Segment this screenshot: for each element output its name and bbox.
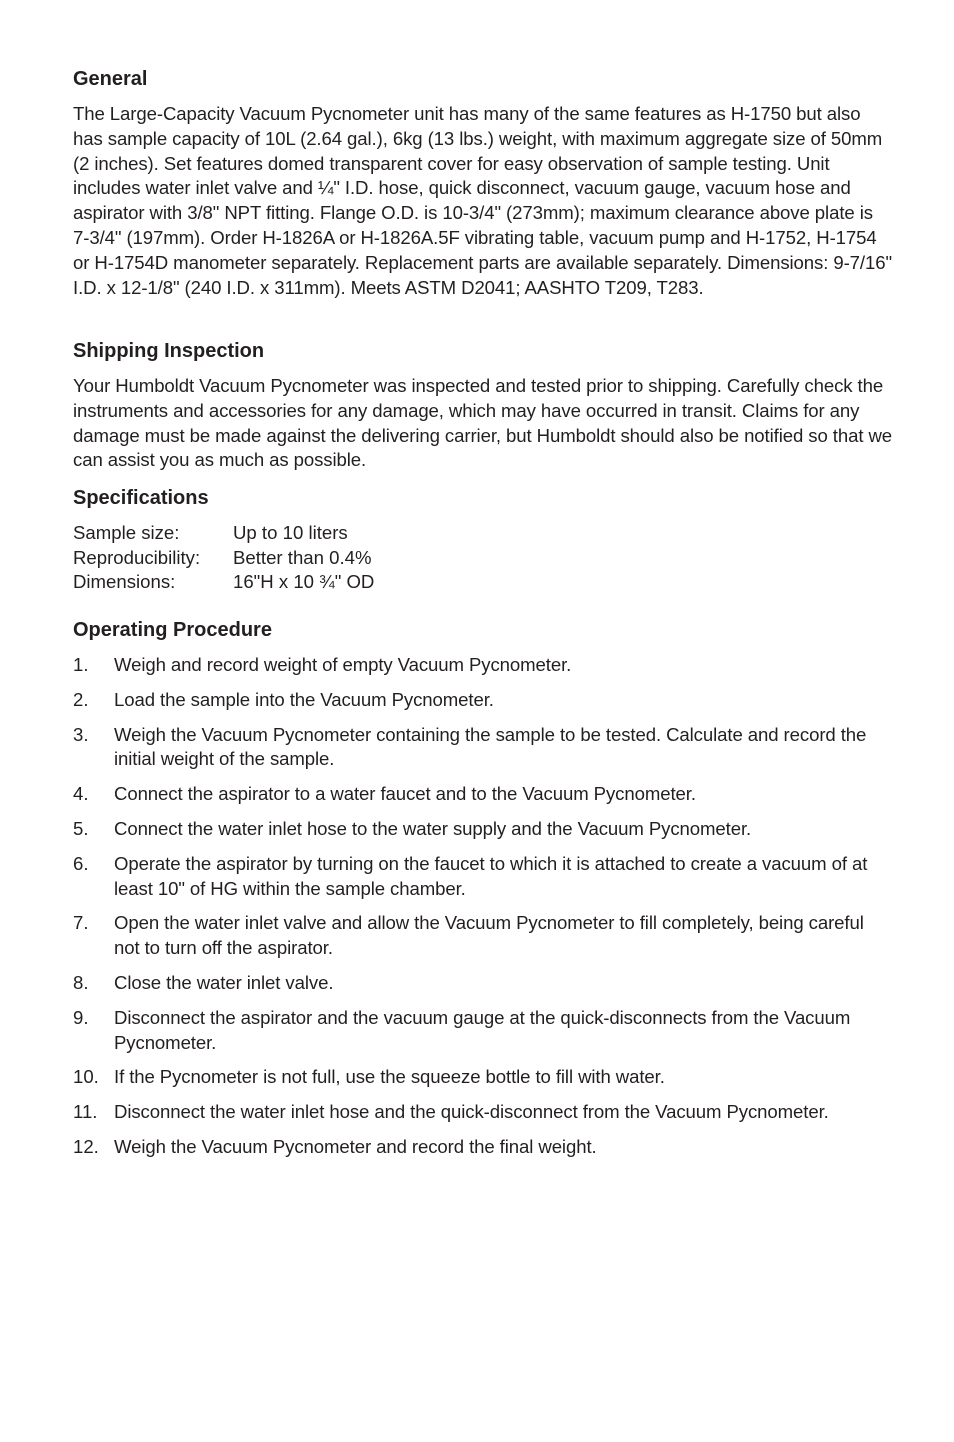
step-text: Weigh the Vacuum Pycnometer and record the final weight. — [114, 1135, 597, 1157]
step-text: Close the water inlet valve. — [114, 971, 334, 993]
spec-row — [73, 546, 374, 571]
procedure-step — [73, 817, 893, 842]
procedure-step — [73, 971, 893, 996]
operating-procedure-heading: Operating Procedure — [73, 619, 272, 641]
shipping-inspection-section — [73, 338, 893, 475]
procedure-step — [73, 782, 893, 807]
procedure-step — [73, 723, 893, 773]
spec-label: Reproducibility: — [73, 546, 201, 568]
step-text: If the Pycnometer is not full, use the squeeze bottle to fill with water. — [114, 1066, 665, 1088]
step-number: 5. — [73, 817, 89, 839]
step-number: 10. — [73, 1066, 99, 1088]
general-heading: General — [73, 68, 148, 90]
procedure-step — [73, 852, 893, 902]
general-section — [73, 66, 893, 328]
procedure-step — [73, 1006, 893, 1056]
procedure-step — [73, 1135, 893, 1160]
step-number: 1. — [73, 654, 89, 675]
step-text: Operate the aspirator by turning on the faucet to which it is attached to create a vacuum of at least 10" of HG within the sample chamber. — [114, 852, 868, 899]
step-number: 6. — [73, 852, 89, 874]
procedure-step — [73, 911, 893, 961]
specifications-section — [73, 485, 893, 607]
step-number: 7. — [73, 912, 89, 934]
document-page — [73, 66, 893, 1170]
procedure-step — [73, 1065, 893, 1090]
spec-row — [73, 570, 374, 595]
specifications-heading: Specifications — [73, 487, 209, 509]
step-text: Disconnect the aspirator and the vacuum gauge at the quick-disconnects from the Vacuum Pycnometer. — [114, 1006, 851, 1053]
procedure-step — [73, 688, 893, 713]
spec-value: Up to 10 liters — [233, 522, 348, 543]
step-number: 3. — [73, 723, 89, 745]
step-number: 12. — [73, 1135, 99, 1157]
step-text: Connect the water inlet hose to the water supply and the Vacuum Pycnometer. — [114, 817, 752, 839]
specifications-table — [73, 521, 374, 595]
spec-label: Dimensions: — [73, 571, 176, 592]
step-text: Load the sample into the Vacuum Pycnometer. — [114, 688, 494, 710]
step-text: Disconnect the water inlet hose and the quick-disconnect from the Vacuum Pycnometer. — [114, 1101, 829, 1123]
step-text: Weigh and record weight of empty Vacuum Pycnometer. — [114, 654, 572, 675]
shipping-inspection-body: Your Humboldt Vacuum Pycnometer was inspected and tested prior to shipping. Carefully check the instruments and accessories for any damage, which may have occurred in transit. Claims for any damage must be made against the delivering carrier, but Humboldt should also be notified so that we can assist you as much as possible. — [73, 375, 893, 471]
spec-value: Better than 0.4% — [233, 546, 372, 568]
step-number: 8. — [73, 971, 89, 993]
step-text: Open the water inlet valve and allow the Vacuum Pycnometer to fill completely, being careful not to turn off the aspirator. — [114, 912, 864, 959]
step-number: 9. — [73, 1006, 89, 1028]
step-text: Connect the aspirator to a water faucet and to the Vacuum Pycnometer. — [114, 783, 696, 805]
procedure-step — [73, 653, 893, 678]
spec-row — [73, 521, 374, 546]
operating-procedure-section — [73, 617, 893, 1160]
spec-label: Sample size: — [73, 522, 180, 543]
general-body: The Large-Capacity Vacuum Pycnometer unit has many of the same features as H-1750 but also has sample capacity of 10L (2.64 gal.), 6kg (13 lbs.) weight, with maximum aggregate size of 50mm (2 inches). Set features domed transparent cover for easy observation of sample testing. Unit includes water inlet valve and ¼" I.D. hose, quick disconnect, vacuum gauge, vacuum hose and aspirator with 3/8" NPT fitting. Flange O.D. is 10-3/4" (273mm); maximum clearance above plate is 7-3/4" (197mm). Order H-1826A or H-1826A.5F vibrating table, vacuum pump and H-1752, H-1754 or H-1754D manometer separately. Replacement parts are available separately. Dimensions: 9-7/16" I.D. x 12-1/8" (240 I.D. x 311mm). Meets ASTM D2041; AASHTO T209, T283. — [73, 103, 892, 298]
procedure-steps-list — [73, 653, 893, 1160]
step-number: 11. — [73, 1101, 98, 1123]
spec-value: 16"H x 10 ¾" OD — [233, 571, 375, 592]
step-number: 4. — [73, 783, 89, 805]
step-text: Weigh the Vacuum Pycnometer containing the sample to be tested. Calculate and record the initial weight of the sample. — [114, 723, 867, 770]
step-number: 2. — [73, 688, 89, 710]
shipping-inspection-heading: Shipping Inspection — [73, 340, 265, 362]
procedure-step — [73, 1100, 893, 1125]
